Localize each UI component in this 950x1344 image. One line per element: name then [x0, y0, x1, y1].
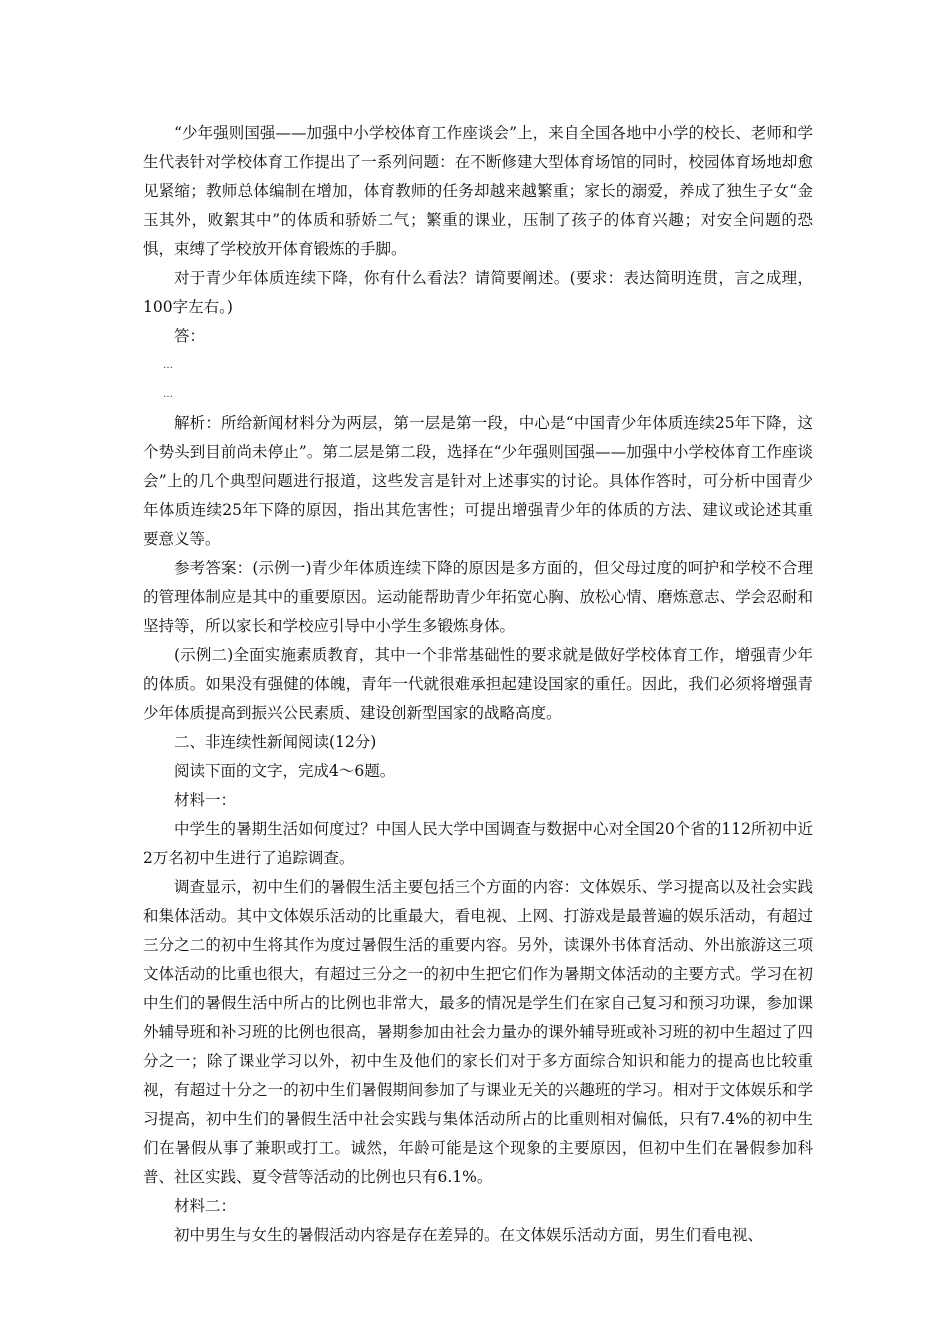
paragraph-material-two: 初中男生与女生的暑假活动内容是存在差异的。在文体娱乐活动方面，男生们看电视、 [174, 1226, 764, 1244]
paragraph-question: 对于青少年体质连续下降，你有什么看法？请简要阐述。(要求：表达简明连贯，言之成理，100字左右。) [143, 269, 813, 316]
material-two-label: 材料二： [174, 1197, 237, 1215]
paragraph-answer-label: 答： [174, 327, 206, 345]
paragraph-analysis: 解析：所给新闻材料分为两层，第一层是第一段，中心是“中国青少年体质连续25年下降，这个势头到目前尚未停止”。第二层是第二段，选择在“少年强则国强——加强中小学校体育工作座谈会”上的几个典型问题进行报道，这些发言是针对上述事实的讨论。具体作答时，可分析中国青少年体质连续25年下降的原因，指出其危害性；可提出增强青少年的体质的方法、建议或论述其重要意义等。 [143, 414, 813, 548]
paragraph-reference-answer-1: 参考答案：(示例一)青少年体质连续下降的原因是多方面的，但父母过度的呵护和学校不合理的管理体制应是其中的重要原因。运动能帮助青少年拓宽心胸、放松心情、磨炼意志、学会忍耐和坚持等，所以家长和学校应引导中小学生多锻炼身体。 [143, 559, 813, 635]
material-one-label: 材料一： [174, 791, 237, 809]
paragraph-reference-answer-2: (示例二)全面实施素质教育，其中一个非常基础性的要求就是做好学校体育工作，增强青少年的体质。如果没有强健的体魄，青年一代就很难承担起建设国家的重任。因此，我们必须将增强青少年体质提高到振兴公民素质、建设创新型国家的战略高度。 [143, 646, 813, 722]
paragraph-instruction: 阅读下面的文字，完成4～6题。 [174, 762, 396, 780]
answer-blank-line: … [163, 389, 173, 400]
paragraph-symposium: “少年强则国强——加强中小学校体育工作座谈会”上，来自全国各地中小学的校长、老师和学生代表针对学校体育工作提出了一系列问题：在不断修建大型体育场馆的同时，校园体育场地却愈见紧缩；教师总体编制在增加，体育教师的任务却越来越繁重；家长的溺爱，养成了独生子女“金玉其外，败絮其中”的体质和骄娇二气；繁重的课业，压制了孩子的体育兴趣；对安全问题的恐惧，束缚了学校放开体育锻炼的手脚。 [143, 124, 813, 258]
section-heading: 二、非连续性新闻阅读(12分) [174, 733, 377, 751]
answer-blank-line: … [163, 360, 173, 371]
document-body [143, 119, 813, 1250]
paragraph-material-one-intro: 中学生的暑期生活如何度过？中国人民大学中国调查与数据中心对全国20个省的112所初中近2万名初中生进行了追踪调查。 [143, 820, 813, 867]
paragraph-material-one-survey: 调查显示，初中生们的暑假生活主要包括三个方面的内容：文体娱乐、学习提高以及社会实践和集体活动。其中文体娱乐活动的比重最大，看电视、上网、打游戏是最普遍的娱乐活动，有超过三分之二的初中生将其作为度过暑假生活的重要内容。另外，读课外书体育活动、外出旅游这三项文体活动的比重也很大，有超过三分之一的初中生把它们作为暑期文体活动的主要方式。学习在初中生们的暑假生活中所占的比例也非常大，最多的情况是学生们在家自己复习和预习功课，参加课外辅导班和补习班的比例也很高，暑期参加由社会力量办的课外辅导班或补习班的初中生超过了四分之一；除了课业学习以外，初中生及他们的家长们对于多方面综合知识和能力的提高也比较重视，有超过十分之一的初中生们暑假期间参加了与课业无关的兴趣班的学习。相对于文体娱乐和学习提高，初中生们的暑假生活中社会实践与集体活动所占的比重则相对偏低，只有7.4%的初中生们在暑假从事了兼职或打工。诚然，年龄可能是这个现象的主要原因，但初中生们在暑假参加科普、社区实践、夏令营等活动的比例也只有6.1%。 [143, 878, 813, 1186]
